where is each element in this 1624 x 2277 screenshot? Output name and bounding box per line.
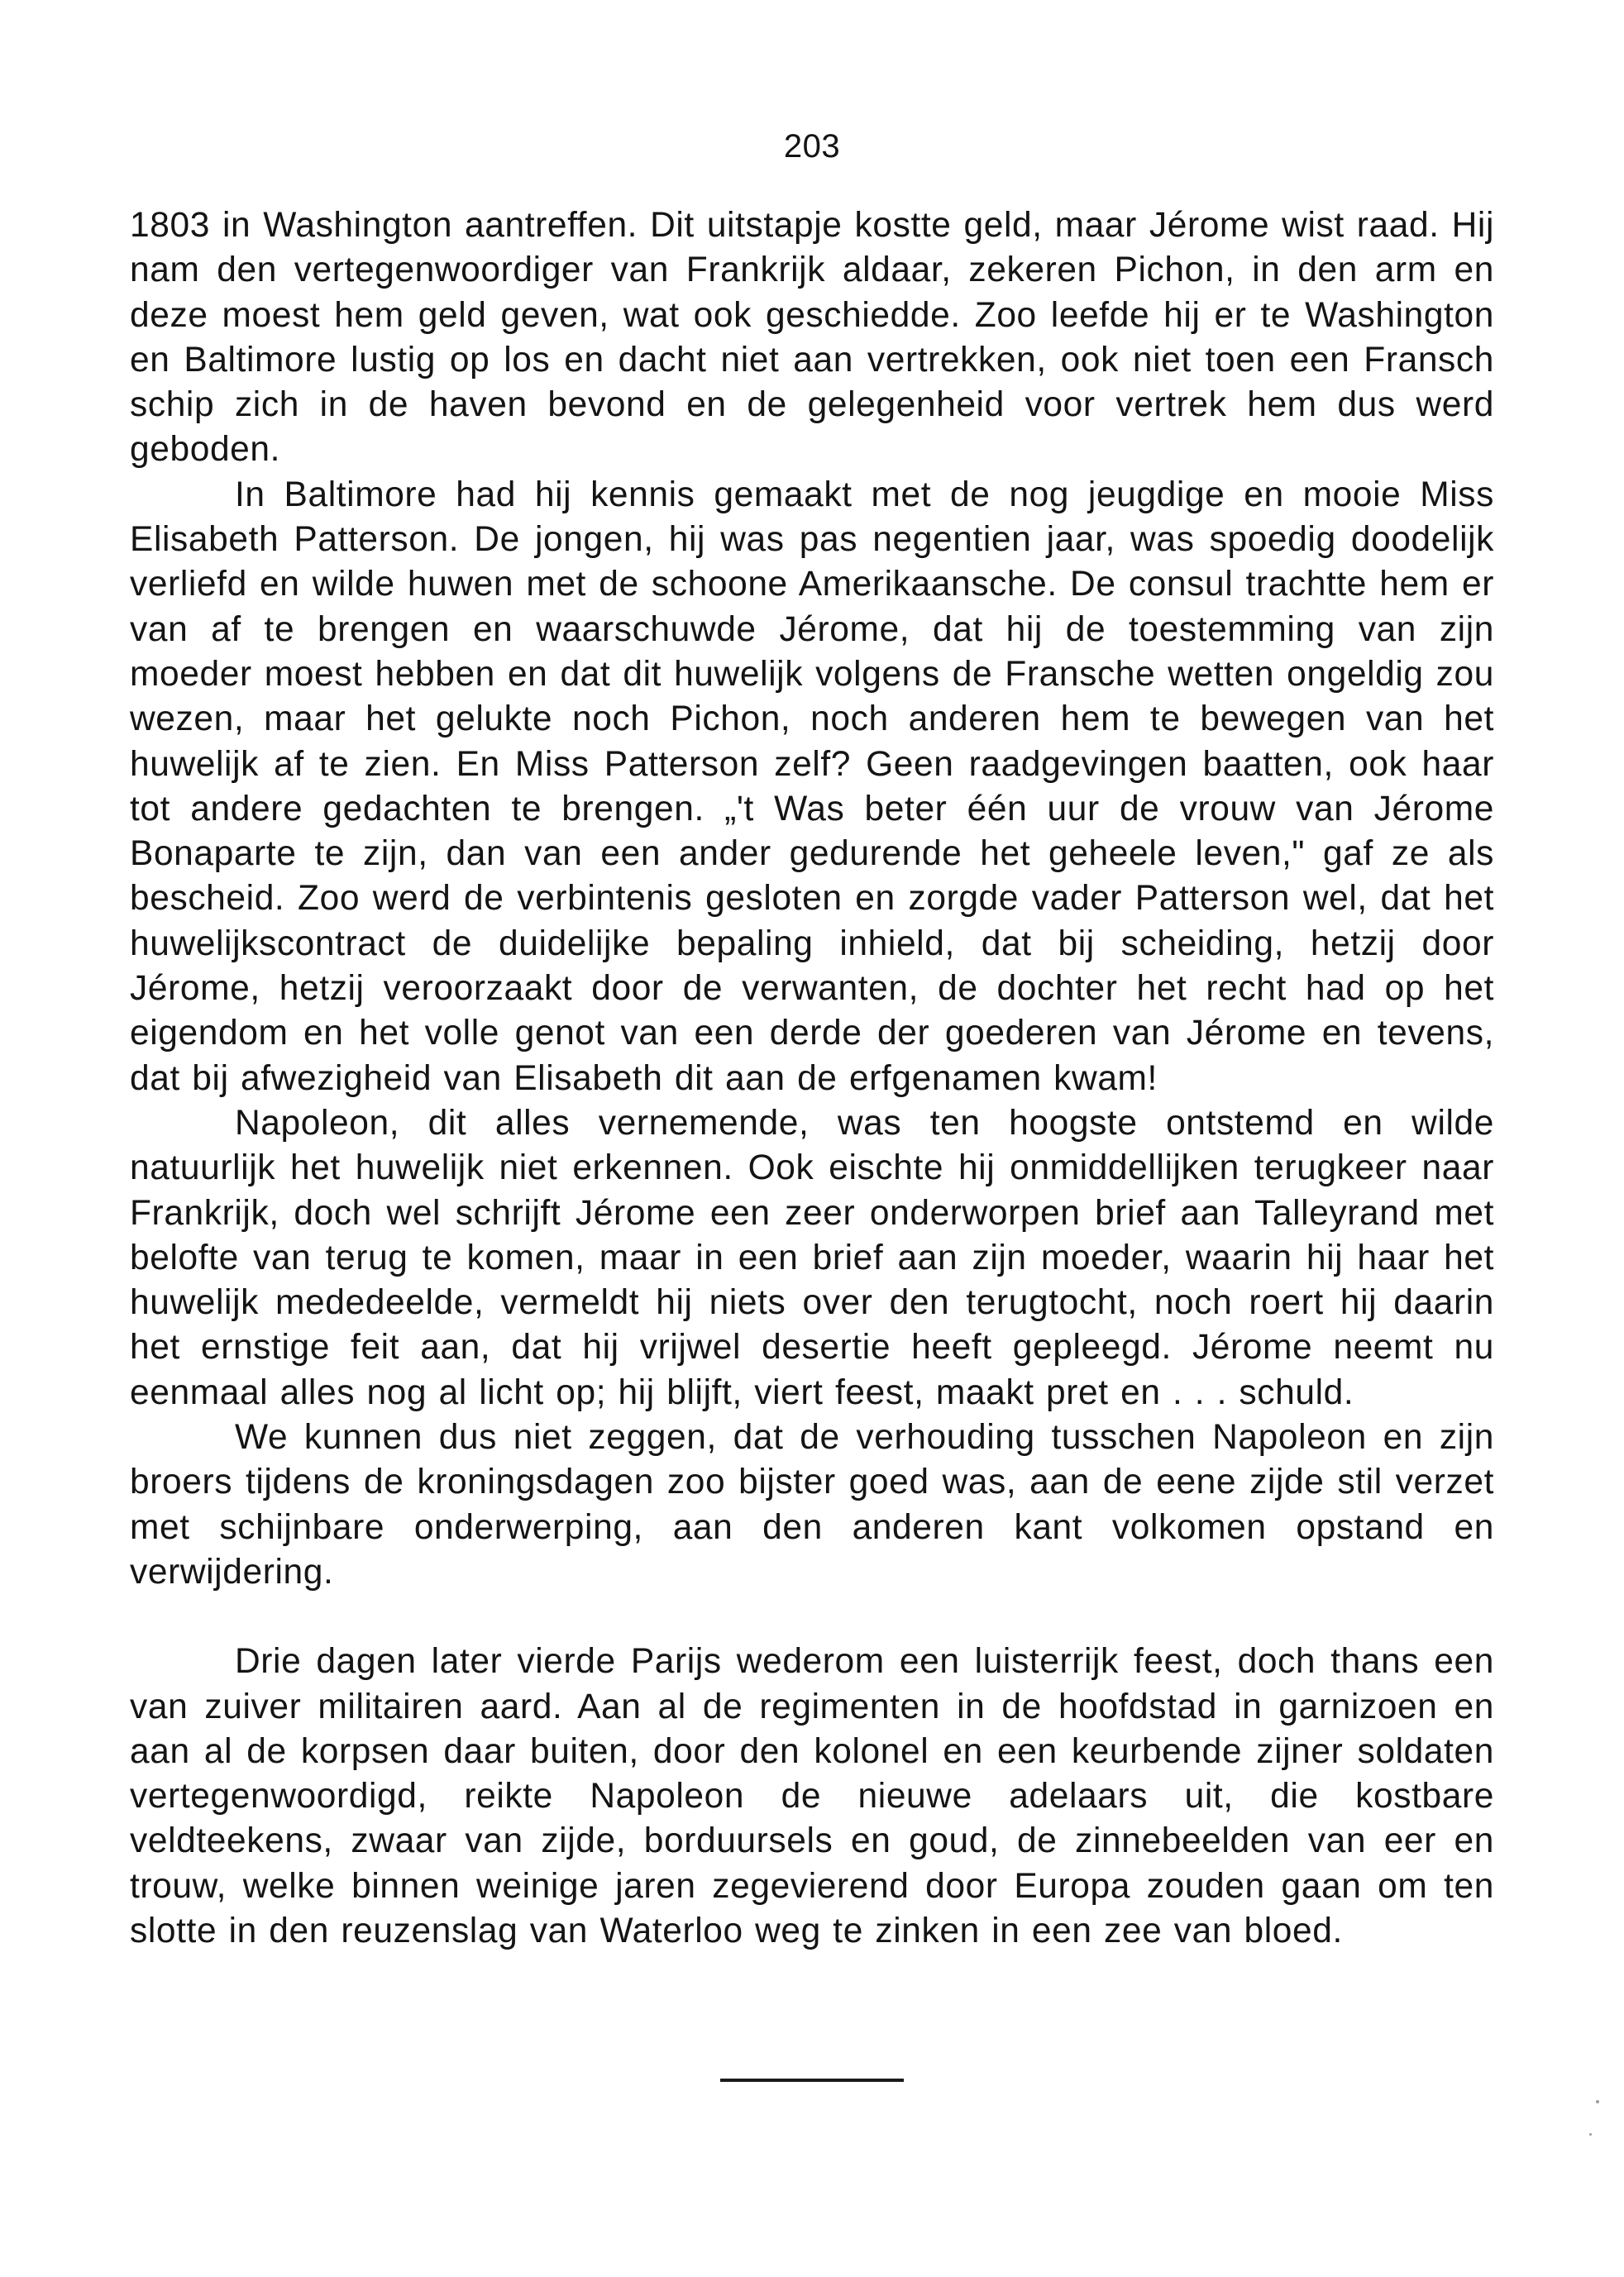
scan-speck xyxy=(1589,2133,1592,2136)
scan-speck xyxy=(1596,2100,1599,2103)
page-number: 203 xyxy=(783,128,841,165)
body-text xyxy=(130,203,1494,1954)
paragraph-2: In Baltimore had hij kennis gemaakt met de nog jeugdige en mooie Miss Elisabeth Patterson. De jongen, hij was pas negentien jaar, was spoedig doodelijk verliefd en wilde huwen met de schoone Amerikaansche. De consul trachtte hem er van af te brengen en waarschuwde Jérome, dat hij de toestemming van zijn moeder moest hebben en dat dit huwelijk volgens de Fransche wetten ongeldig zou wezen, maar het gelukte noch Pichon, noch anderen hem te bewegen van het huwelijk af te zien. En Miss Patterson zelf? Geen raadgevingen baatten, ook haar tot andere gedachten te brengen. „'t Was beter één uur de vrouw van Jérome Bonaparte te zijn, dan van een ander gedurende het geheele leven," gaf ze als bescheid. Zoo werd de verbintenis gesloten en zorgde vader Patterson wel, dat het huwelijkscontract de duidelijke bepaling inhield, dat bij scheiding, hetzij door Jérome, hetzij veroorzaakt door de verwanten, de dochter het recht had op het eigendom en het volle genot van een derde der goederen van Jérome en tevens, dat bij afwezigheid van Elisabeth dit aan de erfgenamen kwam! xyxy=(130,475,1494,1098)
paragraph-5: Drie dagen later vierde Parijs wederom een luisterrijk feest, doch thans een van zuiver militairen aard. Aan al de regimenten in de hoofdstad in garnizoen en aan al de korpsen daar buiten, door den kolonel en een keurbende zijner soldaten vertegenwoordigd, reikte Napoleon de nieuwe adelaars uit, die kostbare veldteekens, zwaar van zijde, borduursels en goud, de zinnebeelden van eer en trouw, welke binnen weinige jaren zegevierend door Europa zouden gaan om ten slotte in den reuzenslag van Waterloo weg te zinken in een zee van bloed. xyxy=(130,1642,1494,1950)
paragraph-4: We kunnen dus niet zeggen, dat de verhouding tusschen Napoleon en zijn broers tijdens de kroningsdagen zoo bijster goed was, aan de eene zijde stil verzet met schijnbare onderwerping, aan den anderen kant volkomen opstand en verwijdering. xyxy=(130,1418,1494,1592)
paragraph-3: Napoleon, dit alles vernemende, was ten hoogste ontstemd en wilde natuurlijk het huwelijk niet erkennen. Ook eischte hij onmiddellijken terugkeer naar Frankrijk, doch wel schrijft Jérome een zeer onderworpen brief aan Talleyrand met belofte van terug te komen, maar in een brief aan zijn moeder, waarin hij haar het huwelijk mededeelde, vermeldt hij niets over den terugtocht, noch roert hij daarin het ernstige feit aan, dat hij vrijwel desertie heeft gepleegd. Jérome neemt nu eenmaal alles nog al licht op; hij blijft, viert feest, maakt pret en . . . schuld. xyxy=(130,1103,1494,1412)
section-end-rule xyxy=(720,2079,904,2082)
paragraph-1: 1803 in Washington aantreffen. Dit uitstapje kostte geld, maar Jérome wist raad. Hij nam den vertegenwoordiger van Frankrijk aldaar, zekeren Pichon, in den arm en deze moest hem geld geven, wat ook geschiedde. Zoo leefde hij er te Washington en Baltimore lustig op los en dacht niet aan vertrekken, ook niet toen een Fransch schip zich in de haven bevond en de gelegenheid voor vertrek hem dus werd geboden. xyxy=(130,206,1494,470)
